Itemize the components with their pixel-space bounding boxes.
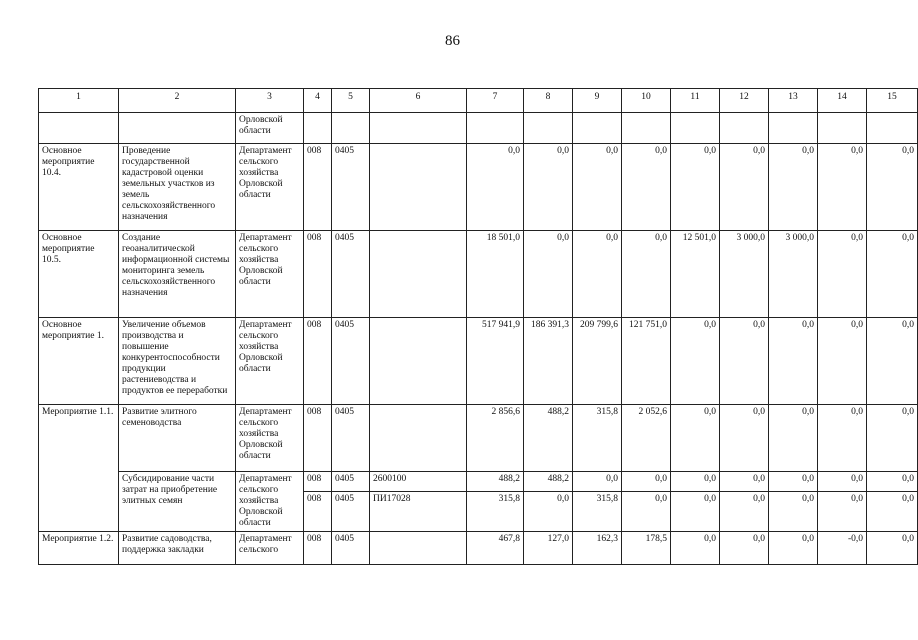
cell-value xyxy=(818,113,867,144)
column-header: 4 xyxy=(304,89,332,113)
cell-section-code: 0405 xyxy=(332,472,370,492)
cell-value: 0,0 xyxy=(769,492,818,532)
cell-value xyxy=(671,113,720,144)
cell-section-code: 0405 xyxy=(332,492,370,532)
cell-value: 0,0 xyxy=(671,405,720,472)
cell-activity: Основное мероприятие 10.5. xyxy=(39,231,119,318)
cell-value: 0,0 xyxy=(867,231,918,318)
cell-value: 0,0 xyxy=(622,492,671,532)
cell-target-code xyxy=(370,405,467,472)
cell-target-code xyxy=(370,318,467,405)
cell-department: Департамент сельского хозяйства Орловской области xyxy=(236,318,304,405)
column-header: 2 xyxy=(119,89,236,113)
cell-activity: Основное мероприятие 1. xyxy=(39,318,119,405)
cell-value: 0,0 xyxy=(867,532,918,565)
cell-section-code: 0405 xyxy=(332,532,370,565)
cell-value: 0,0 xyxy=(818,405,867,472)
cell-value: 0,0 xyxy=(720,472,769,492)
cell-ministry-code: 008 xyxy=(304,532,332,565)
cell-value: 315,8 xyxy=(573,405,622,472)
cell-description: Проведение государственной кадастровой оценки земельных участков из земель сельскохозяйственного назначения xyxy=(119,144,236,231)
cell-value: 0,0 xyxy=(769,144,818,231)
cell-activity: Основное мероприятие 10.4. xyxy=(39,144,119,231)
table-row xyxy=(39,405,918,472)
cell-value: 0,0 xyxy=(467,144,524,231)
column-header: 11 xyxy=(671,89,720,113)
cell-section-code: 0405 xyxy=(332,405,370,472)
cell-ministry-code: 008 xyxy=(304,472,332,492)
cell-value: 209 799,6 xyxy=(573,318,622,405)
cell-value xyxy=(720,113,769,144)
cell-activity xyxy=(39,113,119,144)
cell-target-code: ПИ17028 xyxy=(370,492,467,532)
column-header: 9 xyxy=(573,89,622,113)
cell-description: Субсидирование части затрат на приобретение элитных семян xyxy=(119,472,236,532)
cell-value: 0,0 xyxy=(720,318,769,405)
cell-section-code xyxy=(332,113,370,144)
cell-department: Департамент сельского хозяйства Орловской области xyxy=(236,472,304,532)
column-header: 8 xyxy=(524,89,573,113)
header-row xyxy=(39,89,918,113)
cell-value: 0,0 xyxy=(769,532,818,565)
table-row xyxy=(39,231,918,318)
cell-value: 0,0 xyxy=(573,144,622,231)
cell-value: 315,8 xyxy=(573,492,622,532)
cell-value: 0,0 xyxy=(524,231,573,318)
cell-value xyxy=(524,113,573,144)
column-header: 15 xyxy=(867,89,918,113)
cell-value: 0,0 xyxy=(524,492,573,532)
cell-value: 162,3 xyxy=(573,532,622,565)
cell-department: Департамент сельского хозяйства Орловской области xyxy=(236,231,304,318)
cell-description: Создание геоаналитической информационной системы мониторинга земель сельскохозяйственного назначения xyxy=(119,231,236,318)
cell-value: 0,0 xyxy=(720,405,769,472)
cell-value: 0,0 xyxy=(867,405,918,472)
cell-department: Департамент сельского хозяйства Орловской области xyxy=(236,144,304,231)
cell-value: 0,0 xyxy=(671,532,720,565)
cell-value: 0,0 xyxy=(573,231,622,318)
cell-value: 0,0 xyxy=(818,492,867,532)
cell-description: Увеличение объемов производства и повышение конкурентоспособности продукции растениеводства и продуктов ее переработки xyxy=(119,318,236,405)
cell-value: 0,0 xyxy=(769,405,818,472)
column-header: 13 xyxy=(769,89,818,113)
cell-department: Департамент сельского xyxy=(236,532,304,565)
cell-value: 0,0 xyxy=(867,318,918,405)
cell-ministry-code xyxy=(304,113,332,144)
cell-ministry-code: 008 xyxy=(304,318,332,405)
column-header: 3 xyxy=(236,89,304,113)
cell-value: 2 856,6 xyxy=(467,405,524,472)
cell-value: 0,0 xyxy=(769,318,818,405)
cell-description: Развитие садоводства, поддержка закладки xyxy=(119,532,236,565)
cell-value: 121 751,0 xyxy=(622,318,671,405)
cell-value: 0,0 xyxy=(818,231,867,318)
cell-value: 0,0 xyxy=(867,144,918,231)
cell-value: 0,0 xyxy=(720,144,769,231)
cell-value: 0,0 xyxy=(671,492,720,532)
column-header: 10 xyxy=(622,89,671,113)
cell-value: 488,2 xyxy=(524,405,573,472)
cell-department: Орловской области xyxy=(236,113,304,144)
cell-target-code xyxy=(370,532,467,565)
cell-value: 315,8 xyxy=(467,492,524,532)
cell-value: 178,5 xyxy=(622,532,671,565)
table-row xyxy=(39,472,918,492)
budget-table xyxy=(38,88,918,565)
cell-description xyxy=(119,113,236,144)
cell-value xyxy=(467,113,524,144)
cell-value: -0,0 xyxy=(818,532,867,565)
cell-value: 0,0 xyxy=(671,472,720,492)
cell-activity: Мероприятие 1.1. xyxy=(39,405,119,532)
cell-value: 18 501,0 xyxy=(467,231,524,318)
cell-value: 488,2 xyxy=(467,472,524,492)
table-row xyxy=(39,532,918,565)
cell-value: 0,0 xyxy=(867,492,918,532)
cell-value: 0,0 xyxy=(671,144,720,231)
cell-ministry-code: 008 xyxy=(304,405,332,472)
cell-value: 467,8 xyxy=(467,532,524,565)
cell-value: 0,0 xyxy=(818,318,867,405)
cell-value: 0,0 xyxy=(622,144,671,231)
cell-value: 127,0 xyxy=(524,532,573,565)
cell-value xyxy=(867,113,918,144)
cell-value: 0,0 xyxy=(671,318,720,405)
cell-value: 0,0 xyxy=(720,492,769,532)
cell-section-code: 0405 xyxy=(332,144,370,231)
cell-ministry-code: 008 xyxy=(304,231,332,318)
cell-value: 12 501,0 xyxy=(671,231,720,318)
table-row xyxy=(39,144,918,231)
table-row xyxy=(39,318,918,405)
column-header: 12 xyxy=(720,89,769,113)
column-header: 5 xyxy=(332,89,370,113)
cell-target-code xyxy=(370,113,467,144)
cell-value: 0,0 xyxy=(867,472,918,492)
cell-department: Департамент сельского хозяйства Орловской области xyxy=(236,405,304,472)
cell-value: 0,0 xyxy=(769,472,818,492)
column-header: 6 xyxy=(370,89,467,113)
cell-value: 3 000,0 xyxy=(720,231,769,318)
cell-value: 0,0 xyxy=(622,231,671,318)
cell-section-code: 0405 xyxy=(332,231,370,318)
cell-value xyxy=(769,113,818,144)
cell-value: 0,0 xyxy=(573,472,622,492)
cell-value: 488,2 xyxy=(524,472,573,492)
cell-value xyxy=(622,113,671,144)
cell-value: 0,0 xyxy=(818,144,867,231)
cell-value: 0,0 xyxy=(622,472,671,492)
cell-section-code: 0405 xyxy=(332,318,370,405)
cell-description: Развитие элитного семеноводства xyxy=(119,405,236,472)
cell-value: 3 000,0 xyxy=(769,231,818,318)
cell-target-code xyxy=(370,144,467,231)
page-number: 86 xyxy=(445,33,460,49)
cell-value: 2 052,6 xyxy=(622,405,671,472)
cell-target-code: 2600100 xyxy=(370,472,467,492)
cell-target-code xyxy=(370,231,467,318)
cell-value: 186 391,3 xyxy=(524,318,573,405)
column-header: 14 xyxy=(818,89,867,113)
column-header: 7 xyxy=(467,89,524,113)
cell-activity: Мероприятие 1.2. xyxy=(39,532,119,565)
table-row xyxy=(39,113,918,144)
cell-ministry-code: 008 xyxy=(304,492,332,532)
cell-value: 0,0 xyxy=(720,532,769,565)
cell-value: 0,0 xyxy=(818,472,867,492)
column-header: 1 xyxy=(39,89,119,113)
cell-value xyxy=(573,113,622,144)
cell-value: 0,0 xyxy=(524,144,573,231)
cell-value: 517 941,9 xyxy=(467,318,524,405)
cell-ministry-code: 008 xyxy=(304,144,332,231)
